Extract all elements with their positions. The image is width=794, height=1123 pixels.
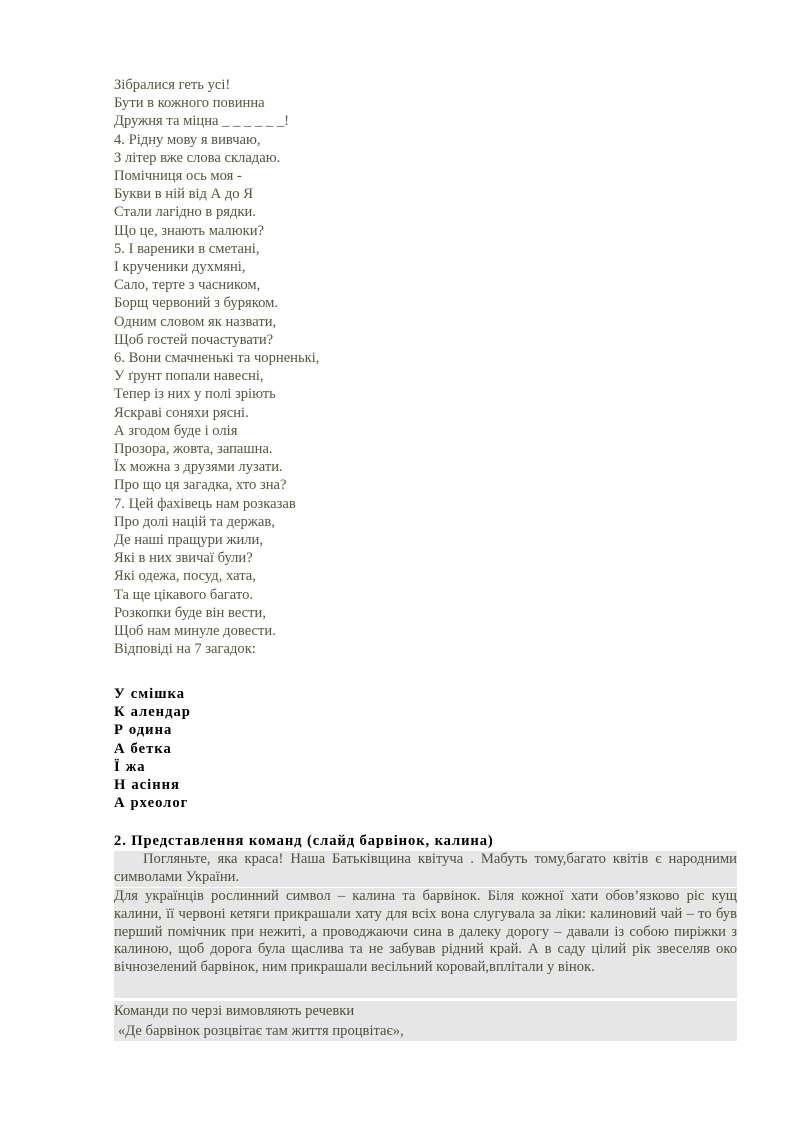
chant-intro-text: Команди по черзі вимовляють речевки	[114, 1003, 355, 1019]
answer-word-rest: рхеолог	[130, 795, 189, 812]
answer-word-rest: бетка	[130, 740, 172, 757]
chant-intro	[114, 1001, 737, 1023]
answer-row	[114, 721, 714, 739]
poem-line: Що це, знають малюки?	[114, 222, 264, 239]
poem-line: Помічниця ось моя -	[114, 168, 242, 185]
poem-line: Яскраві соняхи рясні.	[114, 404, 249, 421]
poem-line: Тепер із них у полі зріють	[114, 386, 276, 403]
answer-initial-letter: У	[114, 686, 126, 702]
poem-line: Які в них звичаї були?	[114, 550, 253, 567]
poem-line: Де наші пращури жили,	[114, 532, 263, 549]
poem-line: 5. І вареники в сметані,	[114, 240, 260, 257]
poem-line: Дружня та міцна _ _ _ _ _ _!	[114, 113, 290, 130]
poem-line: Прозора, жовта, запашна.	[114, 441, 273, 458]
poem-line: Стали лагідно в рядки.	[114, 204, 256, 221]
poem-line: У ґрунт попали навесні,	[114, 368, 264, 385]
poem-line: Розкопки буде він вести,	[114, 604, 266, 621]
poem-line: Щоб гостей почастувати?	[114, 331, 274, 348]
poem-line: 7. Цей фахівець нам розказав	[114, 495, 296, 512]
answer-word-rest: жа	[125, 758, 146, 775]
answer-initial-letter: Ї	[114, 758, 121, 775]
poem-line: Їх можна з друзями лузати.	[114, 459, 283, 476]
poem-line: Які одежа, посуд, хата,	[114, 568, 256, 585]
intro-paragraph-text: Погляньте, яка краса! Наша Батьківщина квітуча . Мабуть тому,багато квітів є народними символами України.	[114, 851, 737, 885]
answer-row	[114, 776, 714, 794]
answer-word-rest: смішка	[130, 686, 185, 702]
chant-quote-text: «Де барвінок розцвітає там життя процвітає»,	[118, 1023, 404, 1039]
answer-initial-letter: К	[114, 704, 126, 721]
poem-line: Борщ червоний з буряком.	[114, 295, 278, 312]
answer-initial-letter: Р	[114, 722, 124, 739]
poem-line: Зібралися геть усі!	[114, 77, 231, 93]
answer-word-rest: одина	[128, 722, 173, 739]
poem-line: Про долі націй та держав,	[114, 513, 275, 530]
poem-line: З літер вже слова складаю.	[114, 149, 281, 166]
poem-line: І крученики духмяні,	[114, 259, 246, 276]
poem-line: Букви в ній від А до Я	[114, 186, 253, 203]
chant-quote	[114, 1023, 737, 1041]
poem-line: Сало, терте з часником,	[114, 277, 261, 294]
poem-line: Та ще цікавого багато.	[114, 586, 254, 603]
poem-line: Одним словом як назвати,	[114, 313, 277, 330]
poem-line: 6. Вони смачненькі та чорненькі,	[114, 350, 320, 367]
intro-paragraph	[114, 851, 737, 887]
poem-line: А згодом буде і олія	[114, 422, 238, 439]
answers-intro: Відповіді на 7 загадок:	[114, 641, 256, 658]
poem-line: Щоб нам минуле довести.	[114, 623, 276, 640]
answer-word-rest: алендар	[130, 704, 191, 721]
answer-row	[114, 740, 714, 758]
answer-initial-letter: Н	[114, 777, 127, 794]
answer-row	[114, 703, 714, 721]
answer-initial-letter: А	[114, 795, 126, 812]
section-heading: 2. Представлення команд (слайд барвінок, калина)	[114, 833, 494, 849]
answer-initial-letter: А	[114, 740, 126, 757]
riddle-poem	[114, 76, 714, 659]
answer-row	[114, 685, 714, 703]
answer-row	[114, 758, 714, 776]
answer-word-rest: асіння	[131, 777, 180, 794]
symbols-paragraph-text: Для українців рослинний символ – калина та барвінок. Біля кожної хати обов’язково ріс кущ калини, її червоні кетяги прикрашали хату для всіх вона слугувала за ліки: калиновий чай – то був перший помічник при нежиті, а проводжаючи сина в далеку дорогу – давали із собою пиріжки з калиною, щоб дорога була щаслива та не забував рідний край. А в саду цілий рік звеселяв око вічнозелений барвінок, ним прикрашали весільний коровай,вплітали у вінок.	[114, 888, 737, 976]
answer-row	[114, 794, 714, 812]
poem-line: Бути в кожного повинна	[114, 95, 265, 112]
poem-line: 4. Рідну мову я вивчаю,	[114, 131, 261, 148]
symbols-paragraph	[114, 888, 737, 998]
answers-acrostic	[114, 685, 714, 812]
poem-line: Про що ця загадка, хто зна?	[114, 477, 287, 494]
